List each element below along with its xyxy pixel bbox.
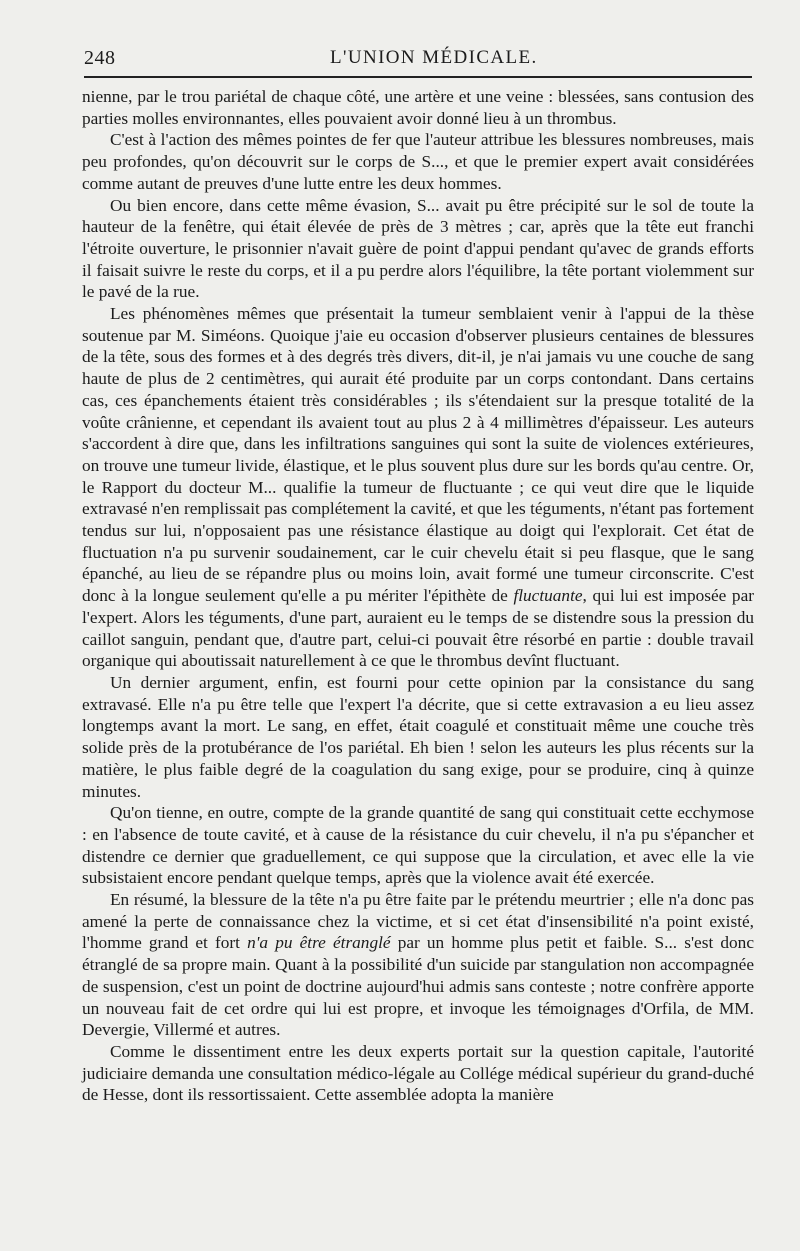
running-title: L'UNION MÉDICALE. [330, 47, 538, 68]
paragraph-resume-text-a: En résumé, la blessure de la tête n'a pu être faite par le prétendu meurtrier ; elle n'a donc pas amené la perte de connaissance chez la victime, et si cet état d'insensibilité n'a point existé, l'homme grand et fort [82, 890, 754, 953]
header-rule [84, 76, 752, 78]
page-header [84, 45, 752, 75]
page-number: 248 [84, 47, 116, 69]
paragraph-dernier-argument: Un dernier argument, enfin, est fourni pour cette opinion par la consistance du sang extravasé. Elle n'a pu être telle que l'expert l'a décrite, que si cette extravasion a eu lieu assez longtemps avant la mort. Le sang, en effet, était coagulé et constituait même une couche très solide près de la protubérance de l'os pariétal. Eh bien ! selon les auteurs les plus récents sur la matière, le plus faible degré de la coagulation du sang exige, pour se produire, cinq à quinze minutes. [82, 672, 754, 801]
paragraph-en-resume [82, 889, 754, 1041]
paragraph-resume-text-b: par un homme plus petit et faible. S... s'est donc étranglé de sa propre main. Quant à la possibilité d'un suicide par stangulation non accompagnée de suspension, c'est un point de doctrine aujourd'hui admis sans conteste ; notre confrère apporte un nouveau fait de cet ordre qui lui est propre, et invoque les témoignages d'Orfila, de MM. Devergie, Villermé et autres. [82, 933, 754, 1040]
paragraph-phenomenes-text-b: , qui lui est imposée par l'expert. Alors les téguments, d'une part, auraient eu le temps de se distendre sous la pression du caillot sanguin, pendant que, d'autre part, celui-ci pouvait être résorbé en partie : double travail organique qui aboutissait naturellement à ce que le thrombus devînt fluctuant. [82, 586, 754, 671]
paragraph-phenomenes-text-a: Les phénomènes mêmes que présentait la tumeur semblaient venir à l'appui de la thèse soutenue par M. Siméons. Quoique j'aie eu occasion d'observer plusieurs centaines de blessures de la tête, sous des formes et à des degrés très divers, dit-il, je n'ai jamais vu une couche de sang haute de plus de 2 centimètres, qui aurait été produite par un corps contondant. Dans certains cas, ces épanchements étaient très considérables ; ils s'étendaient sur la presque totalité de la voûte crânienne, et cependant ils avaient tout au plus 2 à 4 millimètres d'épaisseur. Les auteurs s'accordent à dire que, dans les infiltrations sanguines qui sont la suite de violences extérieures, on trouve une tumeur livide, élastique, et le plus souvent plus dure sur les bords qu'au centre. Or, le Rapport du docteur M... qualifie la tumeur de fluctuante ; ce qui veut dire que le liquide extravasé n'en remplissait pas complétement la cavité, et que les téguments, n'étant pas fortement tendus sur lui, n'opposaient pas une résistance élastique au doigt qui l'explorait. Cet état de fluctuation n'a pu survenir soudainement, car le cuir chevelu était si peu flasque, que le sang épanché, au lieu de se répandre plus ou moins loin, avait formé une tumeur circonscrite. C'est donc à la longue seulement qu'elle a pu mériter l'épithète de [82, 304, 754, 606]
italic-fluctuante: fluctuante [513, 586, 583, 606]
paragraph-dissentiment: Comme le dissentiment entre les deux experts portait sur la question capitale, l'autorité judiciaire demanda une consultation médico-légale au Collége médical supérieur du grand-duché de Hesse, dont ils ressortissaient. Cette assemblée adopta la manière [82, 1041, 754, 1105]
paragraph-phenomenes-tumeur [82, 303, 754, 672]
paragraph-pointes-de-fer: C'est à l'action des mêmes pointes de fer que l'auteur attribue les blessures nombreuses, mais peu profondes, qu'on découvrit sur le corps de S..., et que le premier expert avait considérées comme autant de preuves d'une lutte entre les deux hommes. [82, 130, 754, 193]
paragraph-continuation: nienne, par le trou pariétal de chaque côté, une artère et une veine : blessées, sans contusion des parties molles environnantes, elles pouvaient avoir donné lieu à un thrombus. [82, 87, 754, 128]
italic-etrangle: n'a pu être étranglé [247, 933, 391, 953]
body-text [82, 86, 754, 1106]
paragraph-quantite-de-sang: Qu'on tienne, en outre, compte de la grande quantité de sang qui constituait cette ecchymose : en l'absence de toute cavité, et à cause de la résistance du cuir chevelu, il n'a pu s'épancher et distendre ce dernier que graduellement, ce qui suppose que la circulation, et avec elle la vie subsistaient encore pendant quelque temps, après que la violence avait été exercée. [82, 803, 754, 888]
paragraph-evasion: Ou bien encore, dans cette même évasion, S... avait pu être précipité sur le sol de toute la hauteur de la fenêtre, qui était élevée de près de 3 mètres ; car, après que la tête eut franchi l'étroite ouverture, le prisonnier n'avait guère de point d'appui pendant qu'avec de grands efforts il faisait suivre le reste du corps, et il a pu perdre alors l'équilibre, la tête portant violemment sur le pavé de la rue. [82, 195, 754, 302]
